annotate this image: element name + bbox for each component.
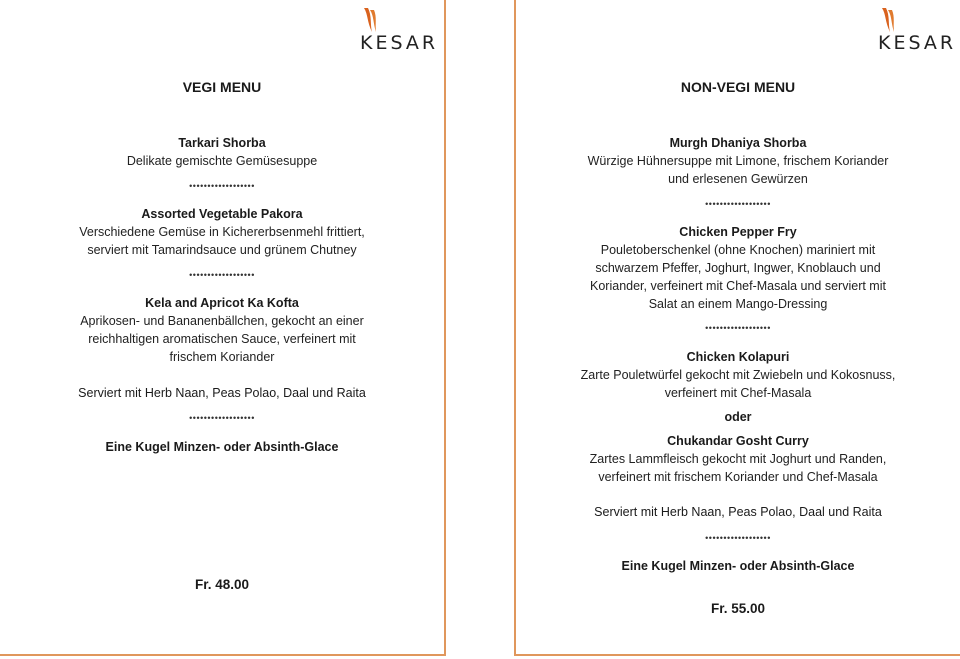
kesar-logo bbox=[358, 6, 439, 60]
vegi-dish-2 bbox=[0, 205, 444, 259]
price: Fr. 48.00 bbox=[194, 577, 250, 592]
dish-name: Chicken Kolapuri bbox=[686, 350, 790, 364]
dish-name: Assorted Vegetable Pakora bbox=[141, 207, 303, 221]
nonvegi-dish-3 bbox=[516, 348, 960, 402]
dish-desc: Zartes Lammfleisch gekocht mit Joghurt und Randen, bbox=[589, 452, 887, 466]
dish-desc: serviert mit Tamarindsauce und grünem Chutney bbox=[87, 243, 357, 257]
dish-desc: Würzige Hühnersuppe mit Limone, frischem Koriander bbox=[587, 154, 889, 168]
dish-desc: verfeinert mit frischem Koriander und Chef-Masala bbox=[598, 470, 878, 484]
separator: •••••••••••••••••• bbox=[189, 181, 255, 191]
or-label: oder bbox=[724, 410, 752, 424]
dessert: Eine Kugel Minzen- oder Absinth-Glace bbox=[621, 559, 855, 573]
vegi-dish-1 bbox=[0, 134, 444, 170]
dish-desc: und erlesenen Gewürzen bbox=[668, 172, 808, 186]
vegi-dish-3 bbox=[0, 294, 444, 366]
dish-desc: schwarzem Pfeffer, Joghurt, Ingwer, Knoblauch und bbox=[595, 261, 881, 275]
dish-desc: frischem Koriander bbox=[169, 350, 275, 364]
separator: •••••••••••••••••• bbox=[189, 413, 255, 423]
dish-desc: Zarte Pouletwürfel gekocht mit Zwiebeln und Kokosnuss, bbox=[580, 368, 896, 382]
separator: •••••••••••••••••• bbox=[705, 199, 771, 209]
dish-desc: Aprikosen- und Bananenbällchen, gekocht an einer bbox=[80, 314, 364, 328]
dish-desc: Verschiedene Gemüse in Kichererbsenmehl frittiert, bbox=[79, 225, 365, 239]
dish-desc: Pouletoberschenkel (ohne Knochen) mariniert mit bbox=[600, 243, 876, 257]
dish-desc: Koriander, verfeinert mit Chef-Masala und serviert mit bbox=[590, 279, 886, 293]
nonvegi-title: NON-VEGI MENU bbox=[680, 79, 796, 95]
served-with: Serviert mit Herb Naan, Peas Polao, Daal und Raita bbox=[594, 505, 882, 519]
dish-name: Murgh Dhaniya Shorba bbox=[669, 136, 807, 150]
dish-name: Tarkari Shorba bbox=[178, 136, 266, 150]
served-with: Serviert mit Herb Naan, Peas Polao, Daal und Raita bbox=[78, 386, 366, 400]
separator: •••••••••••••••••• bbox=[705, 533, 771, 543]
nonvegi-dish-4 bbox=[516, 432, 960, 486]
dish-desc: reichhaltigen aromatischen Sauce, verfeinert mit bbox=[88, 332, 356, 346]
nonvegi-menu-card bbox=[514, 0, 960, 656]
kesar-logo bbox=[876, 6, 957, 60]
separator: •••••••••••••••••• bbox=[705, 323, 771, 333]
logo-text: KESAR bbox=[878, 32, 957, 54]
dish-name: Chukandar Gosht Curry bbox=[667, 434, 809, 448]
separator: •••••••••••••••••• bbox=[189, 270, 255, 280]
vegi-title: VEGI MENU bbox=[182, 79, 262, 95]
price: Fr. 55.00 bbox=[710, 601, 766, 616]
vegi-menu-card bbox=[0, 0, 446, 656]
dish-desc: Salat an einem Mango-Dressing bbox=[648, 297, 828, 311]
dish-desc: verfeinert mit Chef-Masala bbox=[664, 386, 812, 400]
nonvegi-dish-2 bbox=[516, 223, 960, 313]
dessert: Eine Kugel Minzen- oder Absinth-Glace bbox=[105, 440, 339, 454]
dish-name: Chicken Pepper Fry bbox=[679, 225, 797, 239]
dish-name: Kela and Apricot Ka Kofta bbox=[145, 296, 299, 310]
logo-text: KESAR bbox=[360, 32, 439, 54]
dish-desc: Delikate gemischte Gemüsesuppe bbox=[126, 154, 318, 168]
nonvegi-dish-1 bbox=[516, 134, 960, 188]
